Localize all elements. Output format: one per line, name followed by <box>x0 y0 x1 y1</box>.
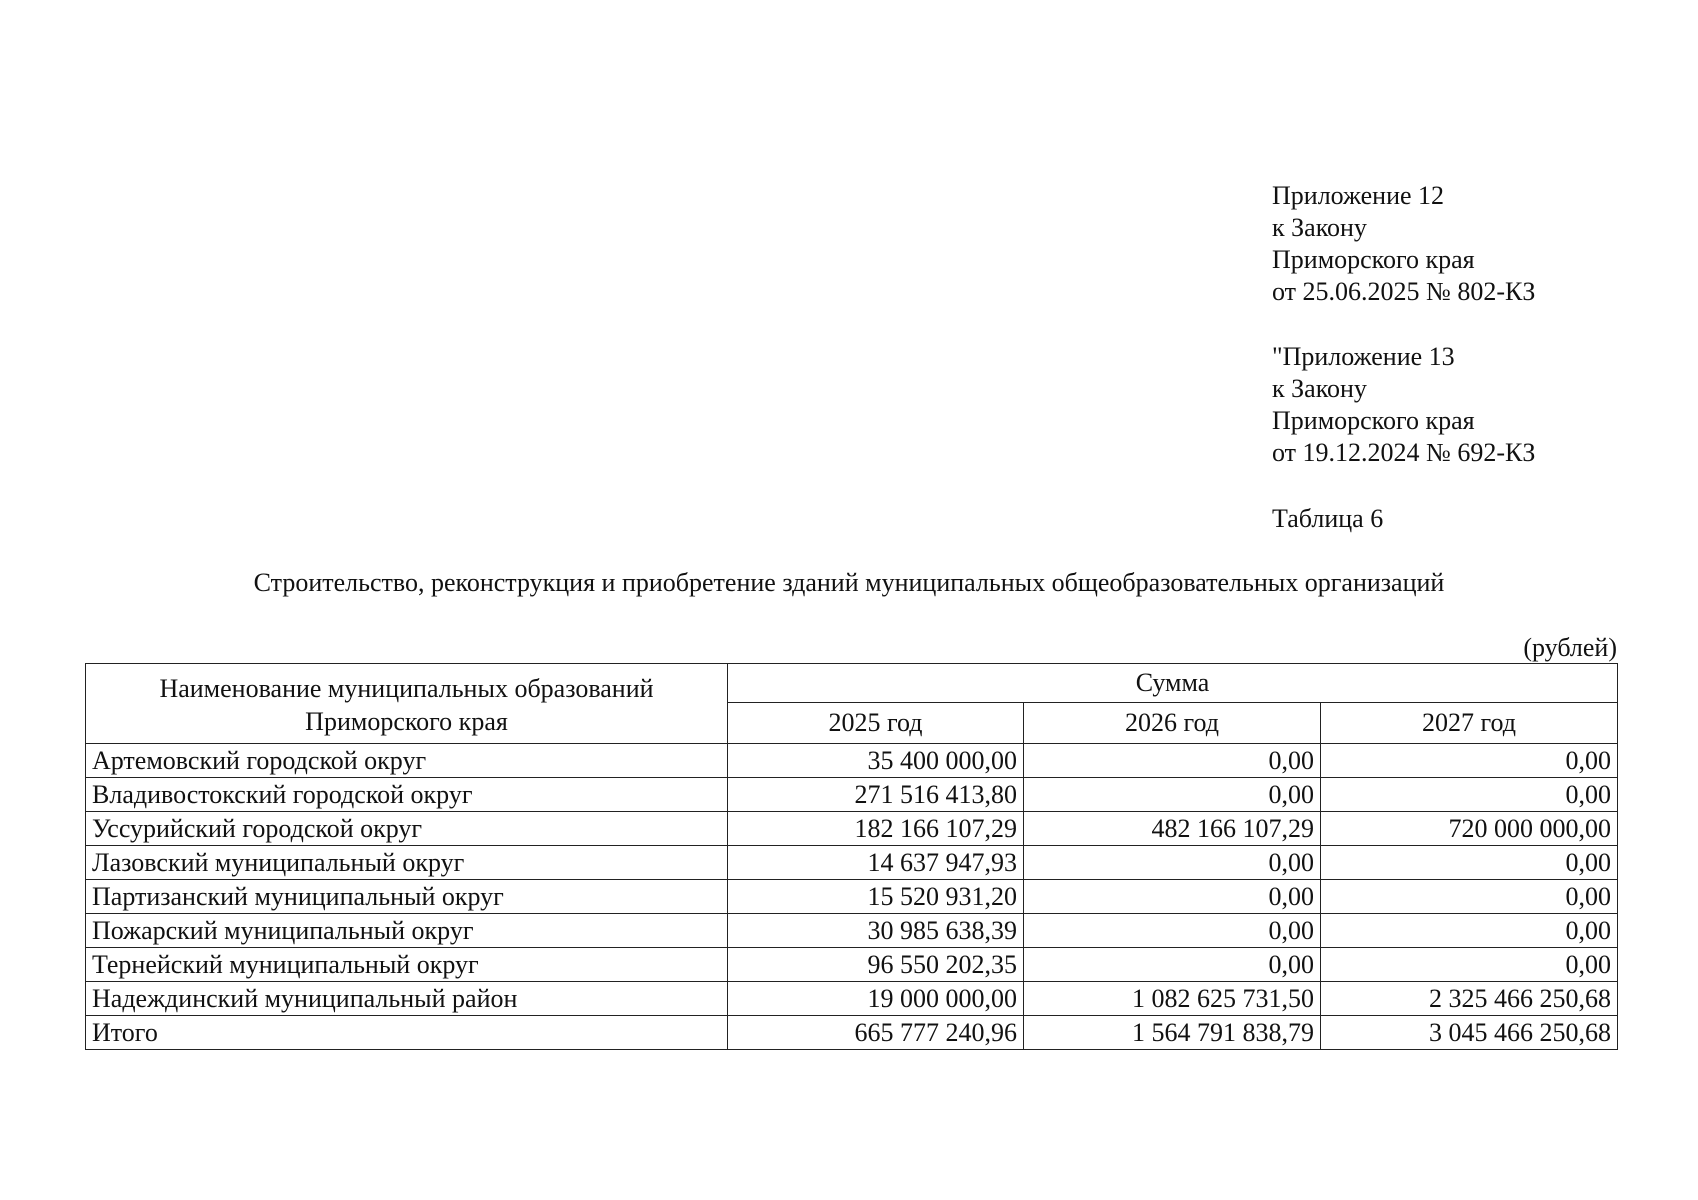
appendix-reference <box>1272 180 1535 308</box>
total-2025: 665 777 240,96 <box>728 1016 1024 1050</box>
total-row <box>86 1016 1618 1050</box>
amount-2025: 182 166 107,29 <box>728 812 1024 846</box>
amount-2027: 2 325 466 250,68 <box>1321 982 1618 1016</box>
municipality-name: Артемовский городской округ <box>86 744 728 778</box>
table-number: Таблица 6 <box>1272 504 1384 533</box>
document-title: Строительство, реконструкция и приобретение зданий муниципальных общеобразовательных организаций <box>253 568 1445 597</box>
column-header-2026: 2026 год <box>1024 703 1321 744</box>
amended-appendix-line: "Приложение 13 <box>1272 342 1455 371</box>
amended-appendix-line: к Закону <box>1272 374 1367 403</box>
amended-appendix-line: от 19.12.2024 № 692-КЗ <box>1272 438 1536 467</box>
table-row <box>86 880 1618 914</box>
amount-2027: 0,00 <box>1321 846 1618 880</box>
amount-2026: 0,00 <box>1024 778 1321 812</box>
table-row <box>86 948 1618 982</box>
amount-2026: 0,00 <box>1024 846 1321 880</box>
appendix-line: к Закону <box>1272 213 1367 242</box>
amount-2027: 0,00 <box>1321 778 1618 812</box>
column-group-header-sum: Сумма <box>728 664 1618 703</box>
municipality-name: Владивостокский городской округ <box>86 778 728 812</box>
unit-note: (рублей) <box>1523 633 1617 662</box>
table-header-row <box>86 664 1618 703</box>
amount-2025: 15 520 931,20 <box>728 880 1024 914</box>
amended-appendix-line: Приморского края <box>1272 406 1475 435</box>
amount-2026: 0,00 <box>1024 880 1321 914</box>
municipality-name: Пожарский муниципальный округ <box>86 914 728 948</box>
total-2027: 3 045 466 250,68 <box>1321 1016 1618 1050</box>
column-header-2027: 2027 год <box>1321 703 1618 744</box>
amount-2026: 0,00 <box>1024 744 1321 778</box>
appendix-line: от 25.06.2025 № 802-КЗ <box>1272 277 1536 306</box>
amount-2025: 271 516 413,80 <box>728 778 1024 812</box>
municipality-name: Уссурийский городской округ <box>86 812 728 846</box>
amount-2027: 720 000 000,00 <box>1321 812 1618 846</box>
amount-2025: 96 550 202,35 <box>728 948 1024 982</box>
municipality-name: Надеждинский муниципальный район <box>86 982 728 1016</box>
municipality-name: Партизанский муниципальный округ <box>86 880 728 914</box>
amount-2027: 0,00 <box>1321 744 1618 778</box>
municipality-name: Лазовский муниципальный округ <box>86 846 728 880</box>
amount-2025: 35 400 000,00 <box>728 744 1024 778</box>
table-row <box>86 778 1618 812</box>
appendix-line: Приложение 12 <box>1272 181 1445 210</box>
amount-2025: 14 637 947,93 <box>728 846 1024 880</box>
table-row <box>86 744 1618 778</box>
amount-2025: 19 000 000,00 <box>728 982 1024 1016</box>
amount-2026: 0,00 <box>1024 948 1321 982</box>
total-label: Итого <box>86 1016 728 1050</box>
table-row <box>86 914 1618 948</box>
total-2026: 1 564 791 838,79 <box>1024 1016 1321 1050</box>
amount-2025: 30 985 638,39 <box>728 914 1024 948</box>
amount-2027: 0,00 <box>1321 914 1618 948</box>
amended-appendix-reference <box>1272 341 1535 469</box>
amount-2026: 0,00 <box>1024 914 1321 948</box>
municipality-name: Тернейский муниципальный округ <box>86 948 728 982</box>
column-header-name: Наименование муниципальных образований Приморского края <box>86 664 728 744</box>
amount-2026: 482 166 107,29 <box>1024 812 1321 846</box>
amount-2027: 0,00 <box>1321 948 1618 982</box>
appendix-line: Приморского края <box>1272 245 1475 274</box>
table-row <box>86 846 1618 880</box>
table-row <box>86 812 1618 846</box>
allocation-table <box>85 663 1618 1050</box>
column-header-2025: 2025 год <box>728 703 1024 744</box>
amount-2026: 1 082 625 731,50 <box>1024 982 1321 1016</box>
amount-2027: 0,00 <box>1321 880 1618 914</box>
table-row <box>86 982 1618 1016</box>
